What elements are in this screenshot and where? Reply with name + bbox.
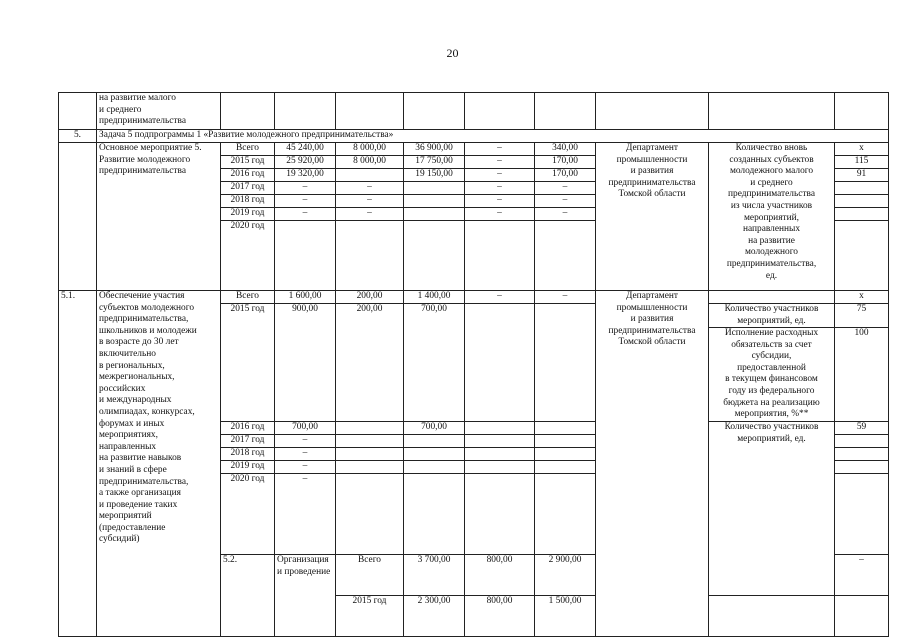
continuation-row xyxy=(59,93,889,130)
federal-cell xyxy=(336,169,404,182)
regional-cell: 36 900,00 xyxy=(404,143,465,156)
extra-cell: 170,00 xyxy=(535,156,596,169)
value-participants: 75 xyxy=(835,304,888,328)
value-budget-execution: 100 xyxy=(854,328,869,338)
event5-name: Основное мероприятие 5. Развитие молодежного предпринимательства xyxy=(97,143,221,291)
year-cell: Всего xyxy=(221,143,275,156)
continuation-text: на развитие малого и среднего предпринимательства xyxy=(97,93,221,130)
extra-cell: – xyxy=(535,182,596,195)
year-cell: Всего xyxy=(336,555,404,596)
federal-cell: 200,00 xyxy=(336,291,404,304)
federal-cell xyxy=(336,422,404,435)
event5-row-total xyxy=(59,143,889,156)
value-cell: 91 xyxy=(835,169,889,182)
event51-indicators xyxy=(709,304,835,422)
value-cell: x xyxy=(835,143,889,156)
federal-cell: – xyxy=(336,195,404,208)
event51-number: 5.1. xyxy=(59,291,97,637)
value-cell: x xyxy=(835,291,889,304)
regional-cell: 1 400,00 xyxy=(404,291,465,304)
federal-cell: 200,00 xyxy=(336,304,404,422)
regional-cell: 17 750,00 xyxy=(404,156,465,169)
federal-cell: 800,00 xyxy=(465,555,535,596)
total-cell: – xyxy=(275,474,336,555)
regional-cell: 700,00 xyxy=(404,422,465,435)
extra-cell: – xyxy=(535,208,596,221)
year-cell: 2018 год xyxy=(221,448,275,461)
local-cell: – xyxy=(465,156,535,169)
year-cell: 2020 год xyxy=(221,221,275,291)
year-cell: 2015 год xyxy=(221,156,275,169)
event51-department: Департамент промышленности и развития предпринимательства Томской области xyxy=(596,291,709,637)
value-cell xyxy=(835,195,889,208)
program-table xyxy=(58,92,889,637)
page-number: 20 xyxy=(446,46,459,60)
regional-cell: 2 900,00 xyxy=(535,555,596,596)
federal-cell: 8 000,00 xyxy=(336,143,404,156)
value-cell xyxy=(835,208,889,221)
task-title: Задача 5 подпрограммы 1 «Развитие молодежного предпринимательства» xyxy=(97,130,889,143)
federal-cell: – xyxy=(336,208,404,221)
task-number: 5. xyxy=(59,130,97,143)
extra-cell xyxy=(835,596,889,637)
year-cell: 2015 год xyxy=(336,596,404,637)
total-cell: 45 240,00 xyxy=(275,143,336,156)
extra-cell: – xyxy=(535,291,596,304)
local-cell: – xyxy=(465,182,535,195)
local-cell: – xyxy=(465,291,535,304)
regional-cell: 700,00 xyxy=(404,304,465,422)
year-cell: 2018 год xyxy=(221,195,275,208)
total-cell: 19 320,00 xyxy=(275,169,336,182)
value-cell xyxy=(835,182,889,195)
federal-cell: – xyxy=(336,182,404,195)
value-participants-2016: 59 xyxy=(835,422,889,435)
federal-cell: 800,00 xyxy=(465,596,535,637)
indicator-participants: Количество участников мероприятий, ед. xyxy=(709,304,834,328)
year-cell: 2016 год xyxy=(221,422,275,435)
event51-name: Обеспечение участия субъектов молодежного предпринимательства, школьников и молодежи в возрасте до 30 лет включительно в региональных, межрегиональных, российских и международных олимпиадах, конкурсах, форумах и иных мероприятиях, направленных на развитие навыков и знаний в сфере предпринимательства, а также организация и проведение таких мероприятий (предоставление субсидий) xyxy=(97,291,221,637)
total-cell: 900,00 xyxy=(275,304,336,422)
total-cell: – xyxy=(275,448,336,461)
year-cell: 2017 год xyxy=(221,435,275,448)
total-cell: – xyxy=(275,195,336,208)
extra-cell: 340,00 xyxy=(535,143,596,156)
total-cell: – xyxy=(275,461,336,474)
year-cell: 2017 год xyxy=(221,182,275,195)
extra-cell: 170,00 xyxy=(535,169,596,182)
event51-row-total xyxy=(59,291,889,304)
regional-cell xyxy=(404,208,465,221)
total-cell: 1 600,00 xyxy=(275,291,336,304)
total-cell: 3 700,00 xyxy=(404,555,465,596)
year-cell: Всего xyxy=(221,291,275,304)
event5-indicator: Количество вновь созданных субъектов молодежного малого и среднего предпринимательства из числа участников мероприятий, направленных на развитие молодежного предпринимательства, ед. xyxy=(709,143,835,291)
regional-cell xyxy=(404,195,465,208)
total-cell: – xyxy=(275,208,336,221)
local-cell: – xyxy=(465,195,535,208)
regional-cell: 1 500,00 xyxy=(535,596,596,637)
year-cell: 2019 год xyxy=(221,208,275,221)
local-cell: – xyxy=(465,143,535,156)
task-row xyxy=(59,130,889,143)
local-cell: – xyxy=(465,169,535,182)
extra-cell: – xyxy=(535,195,596,208)
local-cell: – xyxy=(835,555,889,596)
regional-cell xyxy=(404,182,465,195)
total-cell: – xyxy=(275,182,336,195)
total-cell: 700,00 xyxy=(275,422,336,435)
regional-cell: 19 150,00 xyxy=(404,169,465,182)
year-cell: 2020 год xyxy=(221,474,275,555)
total-cell: 25 920,00 xyxy=(275,156,336,169)
event5-department: Департамент промышленности и развития предпринимательства Томской области xyxy=(596,143,709,291)
federal-cell: 8 000,00 xyxy=(336,156,404,169)
year-cell: 2019 год xyxy=(221,461,275,474)
event51-values xyxy=(835,304,889,422)
total-cell: 2 300,00 xyxy=(404,596,465,637)
total-cell: – xyxy=(275,435,336,448)
event52-name: Организация и проведение xyxy=(275,555,336,637)
year-cell: 2016 год xyxy=(221,169,275,182)
indicator-participants-2016: Количество участников мероприятий, ед. xyxy=(709,422,835,596)
value-cell: 115 xyxy=(835,156,889,169)
indicator-budget-execution: Исполнение расходных обязательств за счет субсидии, предоставленной в текущем финансовом году из федерального бюджета на реализацию мероприятия, %** xyxy=(723,328,820,420)
local-cell xyxy=(709,596,835,637)
local-cell: – xyxy=(465,208,535,221)
event52-number: 5.2. xyxy=(221,555,275,637)
year-cell: 2015 год xyxy=(221,304,275,422)
